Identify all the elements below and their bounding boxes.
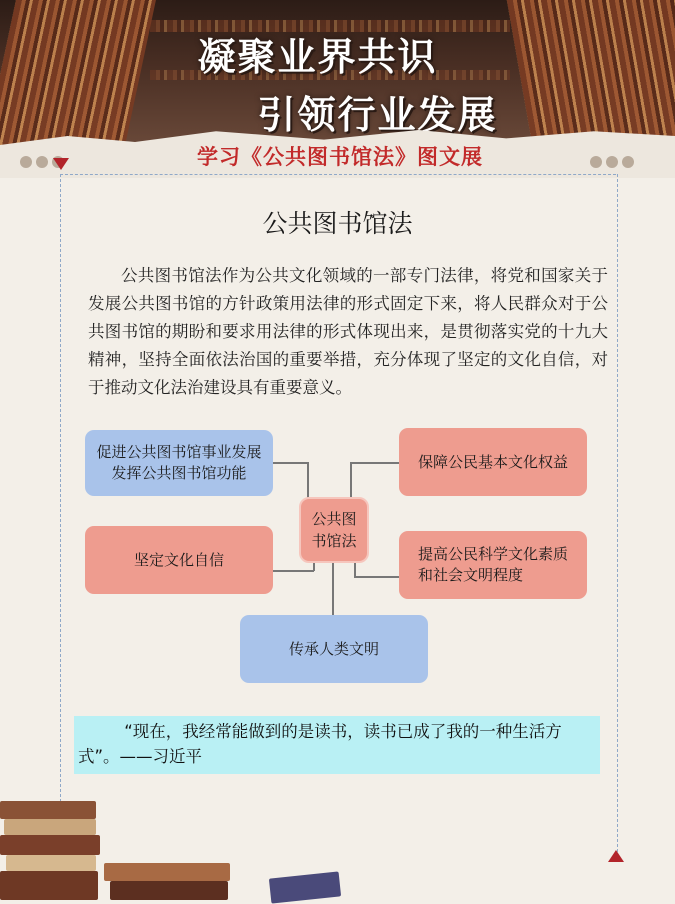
box-label-line: 发挥公共图书馆功能: [111, 464, 247, 482]
banner-title-line1: 凝聚业界共识: [197, 34, 438, 79]
center-label-line: 公共图: [311, 510, 357, 528]
box-cultural-confidence: [85, 526, 273, 594]
quote-box: [74, 716, 600, 774]
connector-line: [354, 576, 400, 578]
connector-line: [350, 462, 352, 498]
box-improve-citizen-quality: [399, 531, 587, 599]
box-label: 保障公民基本文化权益: [417, 452, 568, 471]
box-label: 坚定文化自信: [133, 550, 224, 569]
box-promote-library-development: [85, 430, 273, 496]
box-inherit-civilization: [240, 615, 428, 683]
quote-text: “现在，我经常能做到的是读书，读书已成了我的一种生活方式”。——习近平: [78, 722, 562, 766]
connector-line: [350, 462, 400, 464]
decor-dots-left: [20, 150, 80, 174]
decor-dots-right: [590, 150, 650, 174]
box-label-line: 和社会文明程度: [417, 566, 523, 584]
books-illustration: [0, 795, 420, 900]
triangle-up-icon: [608, 850, 624, 862]
connector-line: [272, 462, 308, 464]
banner-title-line2: 引领行业发展: [257, 92, 498, 137]
content-frame-top: [60, 174, 616, 175]
triangle-down-icon: [53, 158, 69, 170]
connector-line: [307, 462, 309, 498]
box-label: 传承人类文明: [288, 639, 379, 658]
diagram-center-node: [299, 497, 369, 563]
box-label-line: 提高公民科学文化素质: [417, 545, 568, 563]
article-title: 公共图书馆法: [262, 209, 413, 238]
connector-line: [332, 560, 334, 616]
box-label-line: 促进公共图书馆事业发展: [96, 443, 262, 461]
exhibition-subtitle: 学习《公共图书馆法》图文展: [197, 145, 483, 169]
article-paragraph: 公共图书馆法作为公共文化领域的一部专门法律，将党和国家关于发展公共图书馆的方针政策用法律的形式固定下来，将人民群众对于公共图书馆的期盼和要求用法律的形式体现出来，是贯彻落实党的十九大精神，坚持全面依法治国的重要举措，充分体现了坚定的文化自信，对于推动文化法治建设具有重要意义。: [88, 266, 608, 397]
connector-line: [272, 570, 314, 572]
box-protect-cultural-rights: [399, 428, 587, 496]
center-label-line: 书馆法: [311, 532, 357, 550]
